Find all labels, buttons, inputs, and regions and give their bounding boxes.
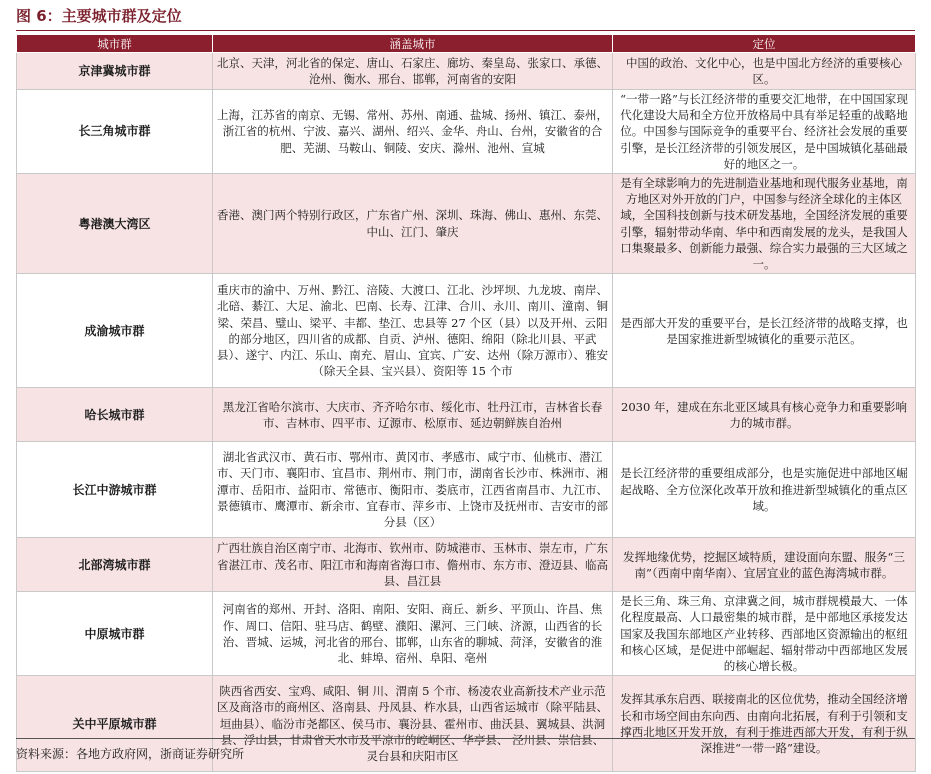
positioning: 2030 年，建成在东北亚区域具有核心竞争力和重要影响力的城市群。 [613,388,916,442]
covered-cities: 广西壮族自治区南宁市、北海市、钦州市、防城港市、玉林市、崇左市，广东省湛江市、茂名市、阳江市和海南省海口市、儋州市、东方市、澄迈县、临高县、昌江县 [213,538,613,592]
positioning: 发挥其承东启西、联接南北的区位优势，推动全国经济增长和市场空间由东向西、由南向北拓展，有利于引领和支撑西北地区开发开放，有利于推进西部大开发，有利于纵深推进“一带一路”建设。 [613,676,916,772]
city-cluster-table [16,34,916,772]
title-divider [16,30,915,31]
table-row [17,442,916,538]
table-row [17,53,916,90]
covered-cities: 北京、天津，河北省的保定、唐山、石家庄、廊坊、秦皇岛、张家口、承德、沧州、衡水、邢台、邯郸，河南省的安阳 [213,53,613,90]
cluster-name: 粤港澳大湾区 [17,174,213,274]
positioning: “一带一路”与长江经济带的重要交汇地带，在中国国家现代化建设大局和全方位开放格局中具有举足轻重的战略地位。中国参与国际竞争的重要平台、经济社会发展的重要引擎，是长江经济带的引领发展区，是中国城镇化基础最好的地区之一。 [613,90,916,174]
table-row [17,388,916,442]
positioning: 是长三角、珠三角、京津冀之间，城市群规模最大、一体化程度最高、人口最密集的城市群，是中部地区承接发达国家及我国东部地区产业转移、西部地区资源输出的枢纽和核心区域，是促进中部崛起、辐射带动中西部地区发展的核心增长极。 [613,592,916,676]
positioning: 是有全球影响力的先进制造业基地和现代服务业基地，南方地区对外开放的门户，中国参与经济全球化的主体区域，全国科技创新与技术研发基地，全国经济发展的重要引擎，辐射带动华南、华中和西南发展的龙头，是我国人口集聚最多、创新能力最强、综合实力最强的三大区域之一。 [613,174,916,274]
cluster-name: 关中平原城市群 [17,676,213,772]
covered-cities: 香港、澳门两个特别行政区，广东省广州、深圳、珠海、佛山、惠州、东莞、中山、江门、肇庆 [213,174,613,274]
covered-cities: 黑龙江省哈尔滨市、大庆市、齐齐哈尔市、绥化市、牡丹江市，吉林省长春市、吉林市、四平市、辽源市、松原市、延边朝鲜族自治州 [213,388,613,442]
positioning: 中国的政治、文化中心，也是中国北方经济的重要核心区。 [613,53,916,90]
header-coverage: 涵盖城市 [213,35,613,53]
positioning: 是西部大开发的重要平台，是长江经济带的战略支撑，也是国家推进新型城镇化的重要示范区。 [613,274,916,388]
cluster-name: 中原城市群 [17,592,213,676]
header-positioning: 定位 [613,35,916,53]
cluster-name: 长三角城市群 [17,90,213,174]
covered-cities: 河南省的郑州、开封、洛阳、南阳、安阳、商丘、新乡、平顶山、许昌、焦作、周口、信阳、驻马店、鹤壁、濮阳、漯河、三门峡、济源，山西省的长治、晋城、运城，河北省的邢台、邯郸，山东省的聊城、菏泽，安徽省的淮北、蚌埠、宿州、阜阳、亳州 [213,592,613,676]
cluster-name: 北部湾城市群 [17,538,213,592]
table-row [17,592,916,676]
table-row [17,274,916,388]
covered-cities: 湖北省武汉市、黄石市、鄂州市、黄冈市、孝感市、咸宁市、仙桃市、潜江市、天门市、襄阳市、宜昌市、荆州市、荆门市，湖南省长沙市、株洲市、湘潭市、岳阳市、益阳市、常德市、衡阳市、娄底市，江西省南昌市、九江市、景德镇市、鹰潭市、新余市、宜春市、萍乡市、上饶市及抚州市、吉安市的部分县（区） [213,442,613,538]
table-row [17,538,916,592]
figure-title: 图 6：主要城市群及定位 [16,7,182,25]
cluster-name: 成渝城市群 [17,274,213,388]
covered-cities: 重庆市的渝中、万州、黔江、涪陵、大渡口、江北、沙坪坝、九龙坡、南岸、北碚、綦江、大足、渝北、巴南、长寿、江津、合川、永川、南川、潼南、铜梁、荣昌、璧山、梁平、丰都、垫江、忠县等 27 个区（县）以及开州、云阳的部分地区，四川省的成都、自贡、泸州、德阳、绵阳（除北川县、平武县）、遂宁、内江、乐山、南充、眉山、宜宾、广安、达州（除万源市）、雅安（除天全县、宝兴县）、资阳等 15 个市 [213,274,613,388]
table-row [17,174,916,274]
covered-cities: 陕西省西安、宝鸡、咸阳、铜 川、渭南 5 个市、杨凌农业高新技术产业示范区及商洛市的商州区、洛南县、丹凤县、柞水县，山西省运城市（除平陆县、垣曲县）、临汾市尧都区、侯马市、襄汾县、霍州市、曲沃县、翼城县、洪洞县、浮山县，甘肃省天水市及平凉市的崆峒区、华亭县、 泾川县、崇信县、灵台县和庆阳市区 [213,676,613,772]
cluster-name: 长江中游城市群 [17,442,213,538]
cluster-name: 京津冀城市群 [17,53,213,90]
source-note: 资料来源：各地方政府网，浙商证券研究所 [16,747,245,761]
table-row [17,90,916,174]
positioning: 是长江经济带的重要组成部分，也是实施促进中部地区崛起战略、全方位深化改革开放和推进新型城镇化的重点区域。 [613,442,916,538]
city-cluster-table-container [16,34,915,772]
positioning: 发挥地缘优势，挖掘区域特质，建设面向东盟、服务“三南”（西南中南华南）、宜居宜业的蓝色海湾城市群。 [613,538,916,592]
table-header-row [17,35,916,53]
covered-cities: 上海，江苏省的南京、无锡、常州、苏州、南通、盐城、扬州、镇江、泰州，浙江省的杭州、宁波、嘉兴、湖州、绍兴、金华、舟山、台州，安徽省的合肥、芜湖、马鞍山、铜陵、安庆、滁州、池州、宣城 [213,90,613,174]
source-divider [16,738,915,739]
header-cluster: 城市群 [17,35,213,53]
cluster-name: 哈长城市群 [17,388,213,442]
